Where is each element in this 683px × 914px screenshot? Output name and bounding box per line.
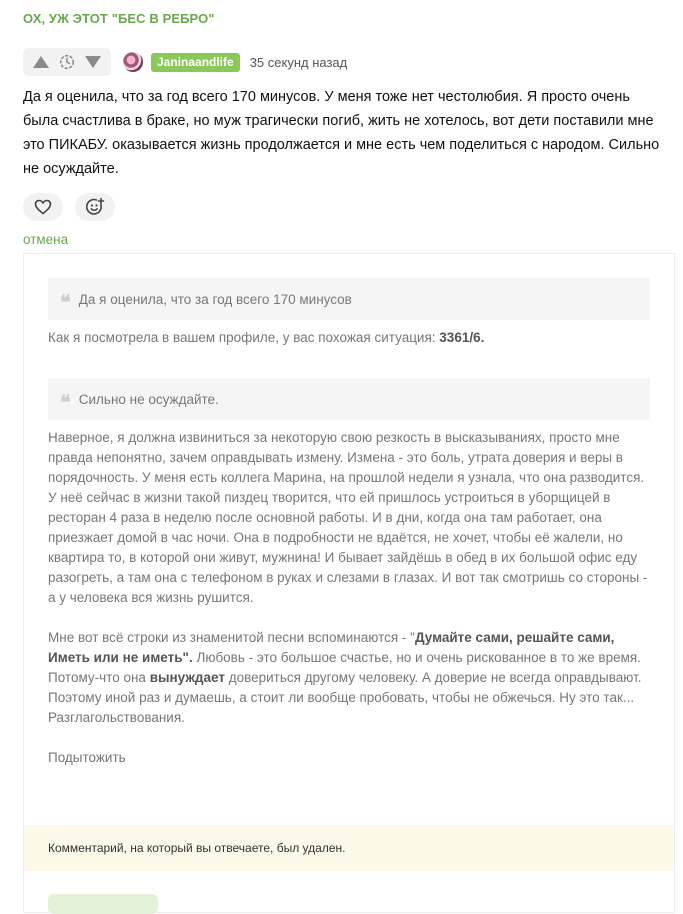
rating-time-button[interactable] (57, 52, 77, 72)
reply-bold-text: 3361/6. (439, 330, 485, 345)
reply-bold-text: вынуждает (149, 670, 225, 685)
reply-editor[interactable] (23, 253, 675, 913)
quote-icon: ❝ (60, 290, 71, 314)
vote-controls (23, 48, 111, 76)
quote-icon: ❝ (60, 390, 71, 414)
add-reaction-button[interactable] (75, 193, 115, 221)
reply-text: Мне вот всё строки из знаменитой песни вспоминаются - " (48, 630, 415, 645)
reply-paragraph: Подытожить (48, 750, 126, 765)
submit-button[interactable] (48, 894, 158, 914)
arrow-up-icon (32, 55, 50, 69)
reply-paragraph (48, 328, 648, 348)
smiley-add-icon (85, 197, 105, 217)
reply-paragraph (48, 628, 648, 728)
avatar[interactable] (123, 52, 143, 72)
comment-header (23, 48, 347, 76)
quote-block[interactable] (48, 278, 650, 320)
downvote-button[interactable] (83, 52, 103, 72)
comment-actions (23, 193, 115, 221)
quote-block[interactable] (48, 378, 650, 420)
deleted-comment-notice: Комментарий, на который вы отвечаете, был удален. (24, 825, 674, 871)
reply-bold-text: Думайте сами, решайте сами, Иметь или не иметь". (48, 630, 615, 665)
like-button[interactable] (23, 193, 63, 221)
comment-body: Да я оценила, что за год всего 170 минусов. У меня тоже нет честолюбия. Я просто очень была счастлива в браке, но муж трагически погиб, жить не хотелось, вот дети поставили мне это ПИКАБУ. оказывается жизнь продолжается и мне есть чем поделиться с народом. Сильно не осуждайте. (23, 89, 660, 177)
heart-icon (34, 199, 52, 215)
quote-text: Да я оценила, что за год всего 170 минусов (78, 291, 352, 307)
arrow-down-icon (84, 55, 102, 69)
username-badge[interactable]: Janinaandlife (151, 53, 240, 72)
cancel-link[interactable]: отмена (23, 232, 69, 247)
reply-text: Как я посмотрела в вашем профиле, у вас похожая ситуация: (48, 330, 440, 345)
quote-text: Сильно не осуждайте. (78, 391, 219, 407)
clock-icon (59, 54, 75, 70)
reply-paragraph: Наверное, я должна извиниться за некоторую свою резкость в высказываниях, просто мне правда непонятно, зачем оправдывать измену. Измена - это боль, утрата доверия и веры в порядочность. У меня есть коллега Марина, на прошлой недели я узнала, что она разводится. У неё сейчас в жизни такой пиздец творится, что ей пришлось устроиться в уборщицей в ресторан 4 раза в неделю после основной работы. И в дни, когда она там работает, она приезжает домой в час ночи. Она в подробности не вдаётся, не хочет, чтобы её жалели, но квартира то, в которой они живут, мужнина! И бывает зайдёшь в обед в их большой офис еду разогреть, а там она с телефоном в руках и слезами в глазах. И вот так смотришь со стороны - а у человека вся жизнь рушится. (48, 430, 648, 605)
upvote-button[interactable] (31, 52, 51, 72)
reply-text: довериться другому человеку. А доверие не всегда оправдывают. Поэтому иной раз и думаешь, а стоит ли вообще пробовать, чтобы не обжечься. Ну это так... Разглагольствования. (48, 670, 642, 725)
comment-time[interactable]: 35 секунд назад (249, 54, 348, 70)
reply-text: Любовь - это большое счастье, но и очень рискованное в то же время. Потому-что она (48, 650, 641, 685)
post-title[interactable]: ОХ, УЖ ЭТОТ "БЕС В РЕБРО" (23, 11, 215, 26)
